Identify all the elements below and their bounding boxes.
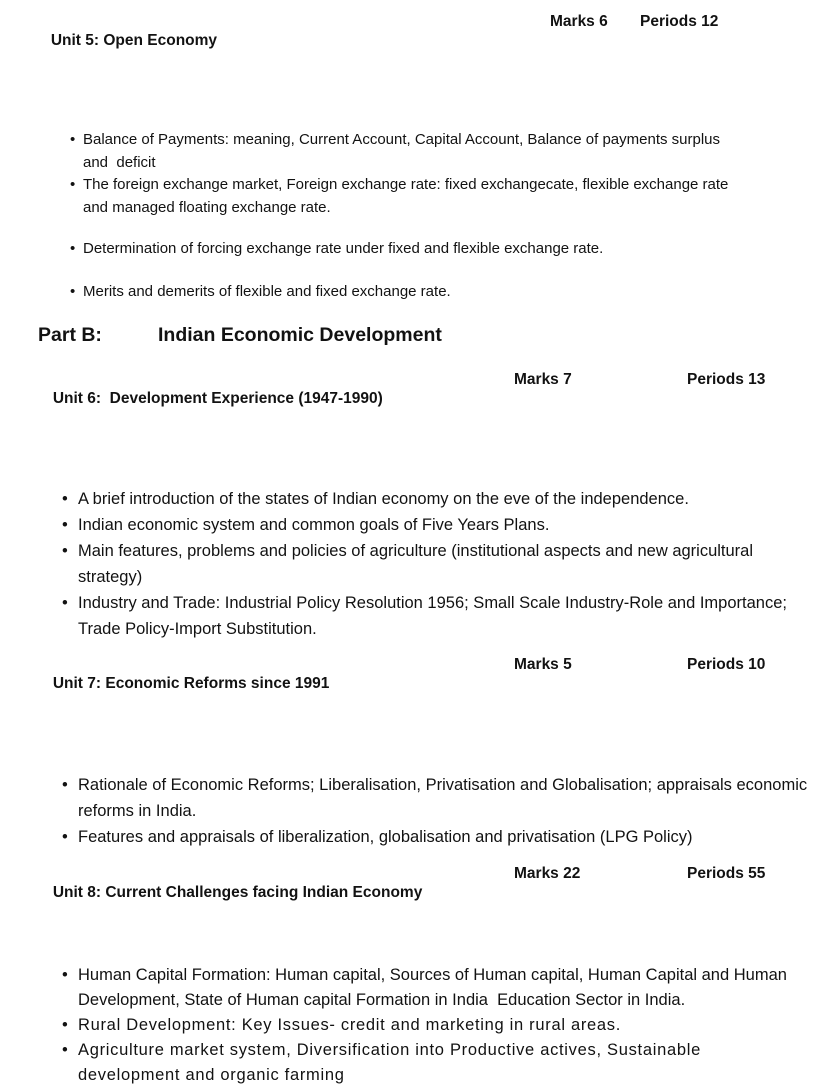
part-b-heading [38, 322, 825, 349]
unit-6-title: Unit 6: Development Experience (1947-1990) [52, 390, 383, 407]
unit-8-marks: Marks 22 [514, 865, 581, 882]
unit-8-title: Unit 8: Current Challenges facing Indian Economy [52, 884, 423, 901]
unit-7-marks: Marks 5 [514, 656, 572, 673]
part-b-label: Part B: [38, 324, 102, 346]
bullet-item: • Agriculture market system, Diversification into Productive actives, Sustainable development and organic farming [25, 1038, 793, 1088]
unit-5-section [25, 12, 825, 303]
bullet-item: • Features and appraisals of liberalization, globalisation and privatisation (LPG Policy) [25, 824, 818, 850]
unit-6-periods: Periods 13 [687, 371, 766, 388]
unit-6-header [27, 370, 817, 465]
unit-5-marks: Marks 6 [550, 13, 608, 30]
unit-7-periods: Periods 10 [687, 656, 766, 673]
unit-7-section [25, 655, 825, 850]
unit-8-section [25, 864, 825, 1088]
unit-8-periods: Periods 55 [687, 865, 766, 882]
unit-8-header [27, 864, 817, 959]
bullet-item: • Balance of Payments: meaning, Current Account, Capital Account, Balance of payments surplus and deficit [25, 129, 733, 174]
unit-5-title: Unit 5: Open Economy [50, 32, 218, 49]
unit-5-bullet-list [25, 129, 825, 303]
unit-6-section [25, 370, 825, 642]
bullet-item: • Industry and Trade: Industrial Policy Resolution 1956; Small Scale Industry-Role and Importance; Trade Policy-Import Substitution. [25, 590, 808, 642]
unit-6-bullet-list [25, 486, 825, 642]
bullet-item: • A brief introduction of the states of Indian economy on the eve of the independence. [25, 486, 808, 512]
unit-5-periods: Periods 12 [640, 13, 719, 30]
unit-5-header [25, 12, 815, 107]
bullet-item: • Indian economic system and common goals of Five Years Plans. [25, 512, 808, 538]
bullet-item: • The foreign exchange market, Foreign exchange rate: fixed exchangecate, flexible exchange rate and managed floating exchange rate. [25, 174, 733, 219]
part-b-title: Indian Economic Development [158, 324, 442, 346]
bullet-item: • Main features, problems and policies of agriculture (institutional aspects and new agricultural strategy) [25, 538, 808, 590]
bullet-item: • Merits and demerits of flexible and fixed exchange rate. [25, 281, 733, 304]
unit-7-header [27, 655, 817, 750]
bullet-item: • Determination of forcing exchange rate under fixed and flexible exchange rate. [25, 238, 733, 261]
unit-7-bullet-list [25, 772, 825, 850]
unit-6-marks: Marks 7 [514, 371, 572, 388]
unit-8-bullet-list [25, 963, 825, 1088]
bullet-item: • Rationale of Economic Reforms; Liberalisation, Privatisation and Globalisation; appraisals economic reforms in India. [25, 772, 818, 824]
unit-7-title: Unit 7: Economic Reforms since 1991 [52, 675, 330, 692]
bullet-item: • Rural Development: Key Issues- credit and marketing in rural areas. [25, 1013, 793, 1038]
bullet-item: • Human Capital Formation: Human capital, Sources of Human capital, Human Capital and Human Development, State of Human capital Formation in India Education Sector in India. [25, 963, 793, 1013]
